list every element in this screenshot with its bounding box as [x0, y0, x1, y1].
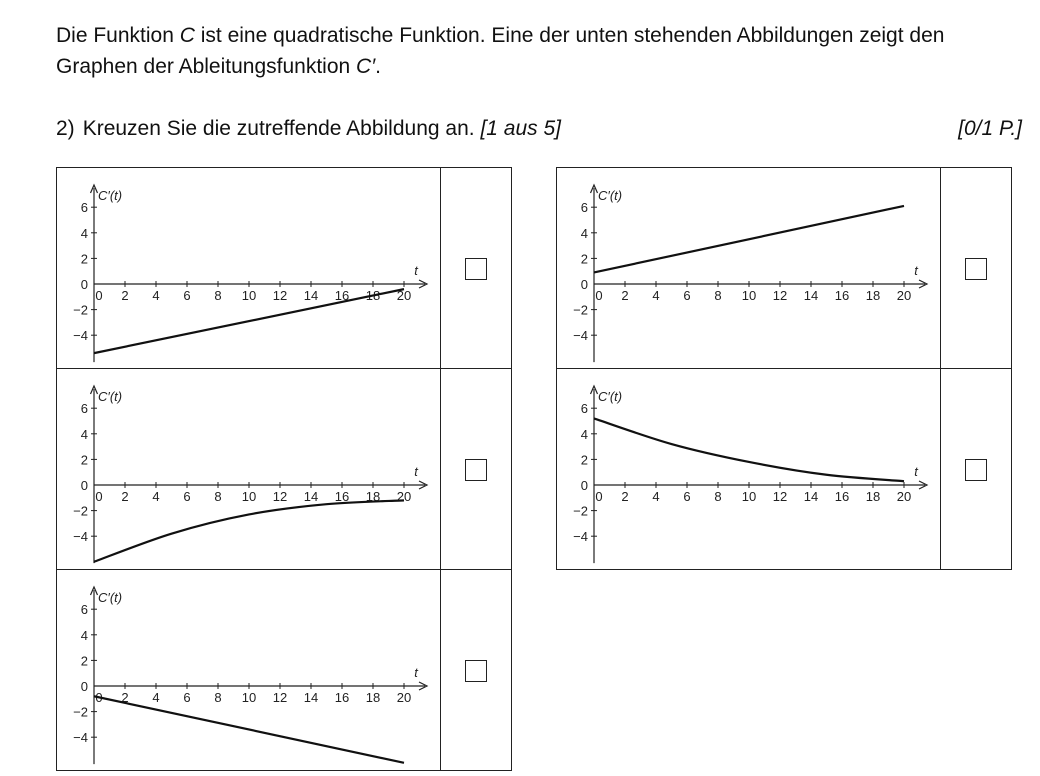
checkbox-cell-2: [940, 167, 1012, 369]
x-tick-label: 10: [241, 690, 257, 705]
x-tick-label: 12: [772, 489, 788, 504]
x-tick-label: 2: [121, 690, 129, 705]
x-tick-label: 18: [865, 288, 881, 303]
y-tick-label: 6: [580, 401, 588, 417]
y-tick-label: 4: [80, 426, 88, 442]
x-tick-label: 14: [303, 489, 319, 504]
x-tick-label: 12: [272, 288, 288, 303]
y-tick-label: 2: [80, 251, 88, 267]
x-tick-label: 16: [334, 288, 350, 303]
checkbox-cell-5: [440, 569, 512, 771]
y-tick-label: 2: [80, 653, 88, 669]
graph-curve: [94, 696, 404, 763]
option-4-checkbox[interactable]: [965, 459, 987, 481]
x-tick-label: 16: [334, 489, 350, 504]
x-tick-label: 20: [396, 489, 412, 504]
x-tick-label: 0: [95, 690, 103, 705]
x-tick-label: 0: [595, 489, 603, 504]
y-tick-label: 6: [80, 602, 88, 618]
task-number: 2): [56, 117, 75, 140]
x-axis-label: t: [414, 665, 418, 680]
x-tick-label: 6: [183, 690, 191, 705]
graph-curve: [94, 500, 404, 561]
graph-5: [57, 570, 442, 772]
x-axis-label: t: [414, 263, 418, 278]
x-tick-label: 12: [772, 288, 788, 303]
y-tick-label: 0: [80, 679, 88, 694]
x-tick-label: 12: [272, 690, 288, 705]
checkbox-cell-3: [440, 368, 512, 570]
x-tick-label: 0: [95, 489, 103, 504]
y-tick-label: 4: [80, 225, 88, 241]
x-tick-label: 14: [803, 489, 819, 504]
x-tick-label: 16: [834, 489, 850, 504]
x-tick-label: 0: [95, 288, 103, 303]
y-tick-label: 0: [80, 478, 88, 493]
x-tick-label: 8: [214, 288, 222, 303]
y-tick-label: −4: [573, 328, 588, 344]
y-tick-label: 2: [580, 452, 588, 468]
x-axis-label: t: [914, 464, 918, 479]
y-tick-label: −2: [73, 302, 88, 318]
y-tick-label: −4: [73, 529, 88, 545]
option-3-checkbox[interactable]: [465, 459, 487, 481]
y-axis-label: C′(t): [98, 389, 123, 404]
y-tick-label: −4: [73, 328, 88, 344]
x-tick-label: 14: [303, 690, 319, 705]
y-axis-label: C′(t): [598, 188, 623, 203]
y-tick-label: 6: [580, 200, 588, 216]
y-tick-label: 4: [580, 426, 588, 442]
points: [0/1 P.]: [958, 117, 1022, 140]
option-1-checkbox[interactable]: [465, 258, 487, 280]
x-tick-label: 10: [741, 288, 757, 303]
intro-text: Die Funktion C ist eine quadratische Funktion. Eine der unten stehenden Abbildungen zeigt den Graphen der Ableitungsfunktion C′.: [56, 24, 945, 78]
y-tick-label: 2: [80, 452, 88, 468]
x-tick-label: 8: [214, 690, 222, 705]
x-tick-label: 4: [652, 288, 660, 303]
x-tick-label: 4: [652, 489, 660, 504]
x-tick-label: 8: [714, 489, 722, 504]
x-tick-label: 2: [121, 288, 129, 303]
y-axis-label: C′(t): [98, 590, 123, 605]
graph-1: [57, 168, 442, 370]
option-2-checkbox[interactable]: [965, 258, 987, 280]
x-tick-label: 2: [121, 489, 129, 504]
graph-panel-2: [556, 167, 941, 369]
y-tick-label: 6: [80, 401, 88, 417]
x-tick-label: 20: [396, 288, 412, 303]
x-tick-label: 0: [595, 288, 603, 303]
checkbox-cell-4: [940, 368, 1012, 570]
task-text: Kreuzen Sie die zutreffende Abbildung an.: [82, 117, 481, 140]
x-tick-label: 6: [183, 288, 191, 303]
x-axis-label: t: [914, 263, 918, 278]
checkbox-cell-1: [440, 167, 512, 369]
option-5-checkbox[interactable]: [465, 660, 487, 682]
y-tick-label: 0: [80, 277, 88, 292]
x-tick-label: 4: [152, 288, 160, 303]
graph-panel-3: [56, 368, 441, 570]
x-tick-label: 18: [365, 690, 381, 705]
y-tick-label: 0: [580, 277, 588, 292]
x-tick-label: 6: [683, 489, 691, 504]
x-tick-label: 8: [214, 489, 222, 504]
graph-4: [557, 369, 942, 571]
x-tick-label: 6: [183, 489, 191, 504]
task-line: [56, 114, 1022, 144]
graph-2: [557, 168, 942, 370]
y-tick-label: −2: [73, 704, 88, 720]
y-tick-label: 4: [580, 225, 588, 241]
x-tick-label: 20: [396, 690, 412, 705]
graph-panel-1: [56, 167, 441, 369]
graph-3: [57, 369, 442, 571]
y-tick-label: −4: [573, 529, 588, 545]
x-axis-label: t: [414, 464, 418, 479]
x-tick-label: 16: [334, 690, 350, 705]
x-tick-label: 6: [683, 288, 691, 303]
x-tick-label: 2: [621, 489, 629, 504]
x-tick-label: 18: [865, 489, 881, 504]
y-tick-label: 6: [80, 200, 88, 216]
x-tick-label: 20: [896, 489, 912, 504]
y-tick-label: 0: [580, 478, 588, 493]
x-tick-label: 18: [365, 288, 381, 303]
graph-panel-4: [556, 368, 941, 570]
graph-curve: [594, 418, 904, 481]
y-tick-label: −2: [573, 503, 588, 519]
x-tick-label: 10: [241, 288, 257, 303]
x-tick-label: 20: [896, 288, 912, 303]
choice-hint: [1 aus 5]: [480, 117, 561, 140]
x-tick-label: 16: [834, 288, 850, 303]
y-axis-label: C′(t): [598, 389, 623, 404]
x-tick-label: 18: [365, 489, 381, 504]
y-tick-label: 4: [80, 627, 88, 643]
x-tick-label: 4: [152, 489, 160, 504]
x-tick-label: 10: [241, 489, 257, 504]
x-tick-label: 8: [714, 288, 722, 303]
x-tick-label: 14: [803, 288, 819, 303]
x-tick-label: 2: [621, 288, 629, 303]
y-tick-label: 2: [580, 251, 588, 267]
x-tick-label: 14: [303, 288, 319, 303]
graph-curve: [594, 206, 904, 273]
x-tick-label: 4: [152, 690, 160, 705]
x-tick-label: 10: [741, 489, 757, 504]
y-tick-label: −4: [73, 730, 88, 746]
y-axis-label: C′(t): [98, 188, 123, 203]
y-tick-label: −2: [573, 302, 588, 318]
y-tick-label: −2: [73, 503, 88, 519]
x-tick-label: 12: [272, 489, 288, 504]
graph-panel-5: [56, 569, 441, 771]
